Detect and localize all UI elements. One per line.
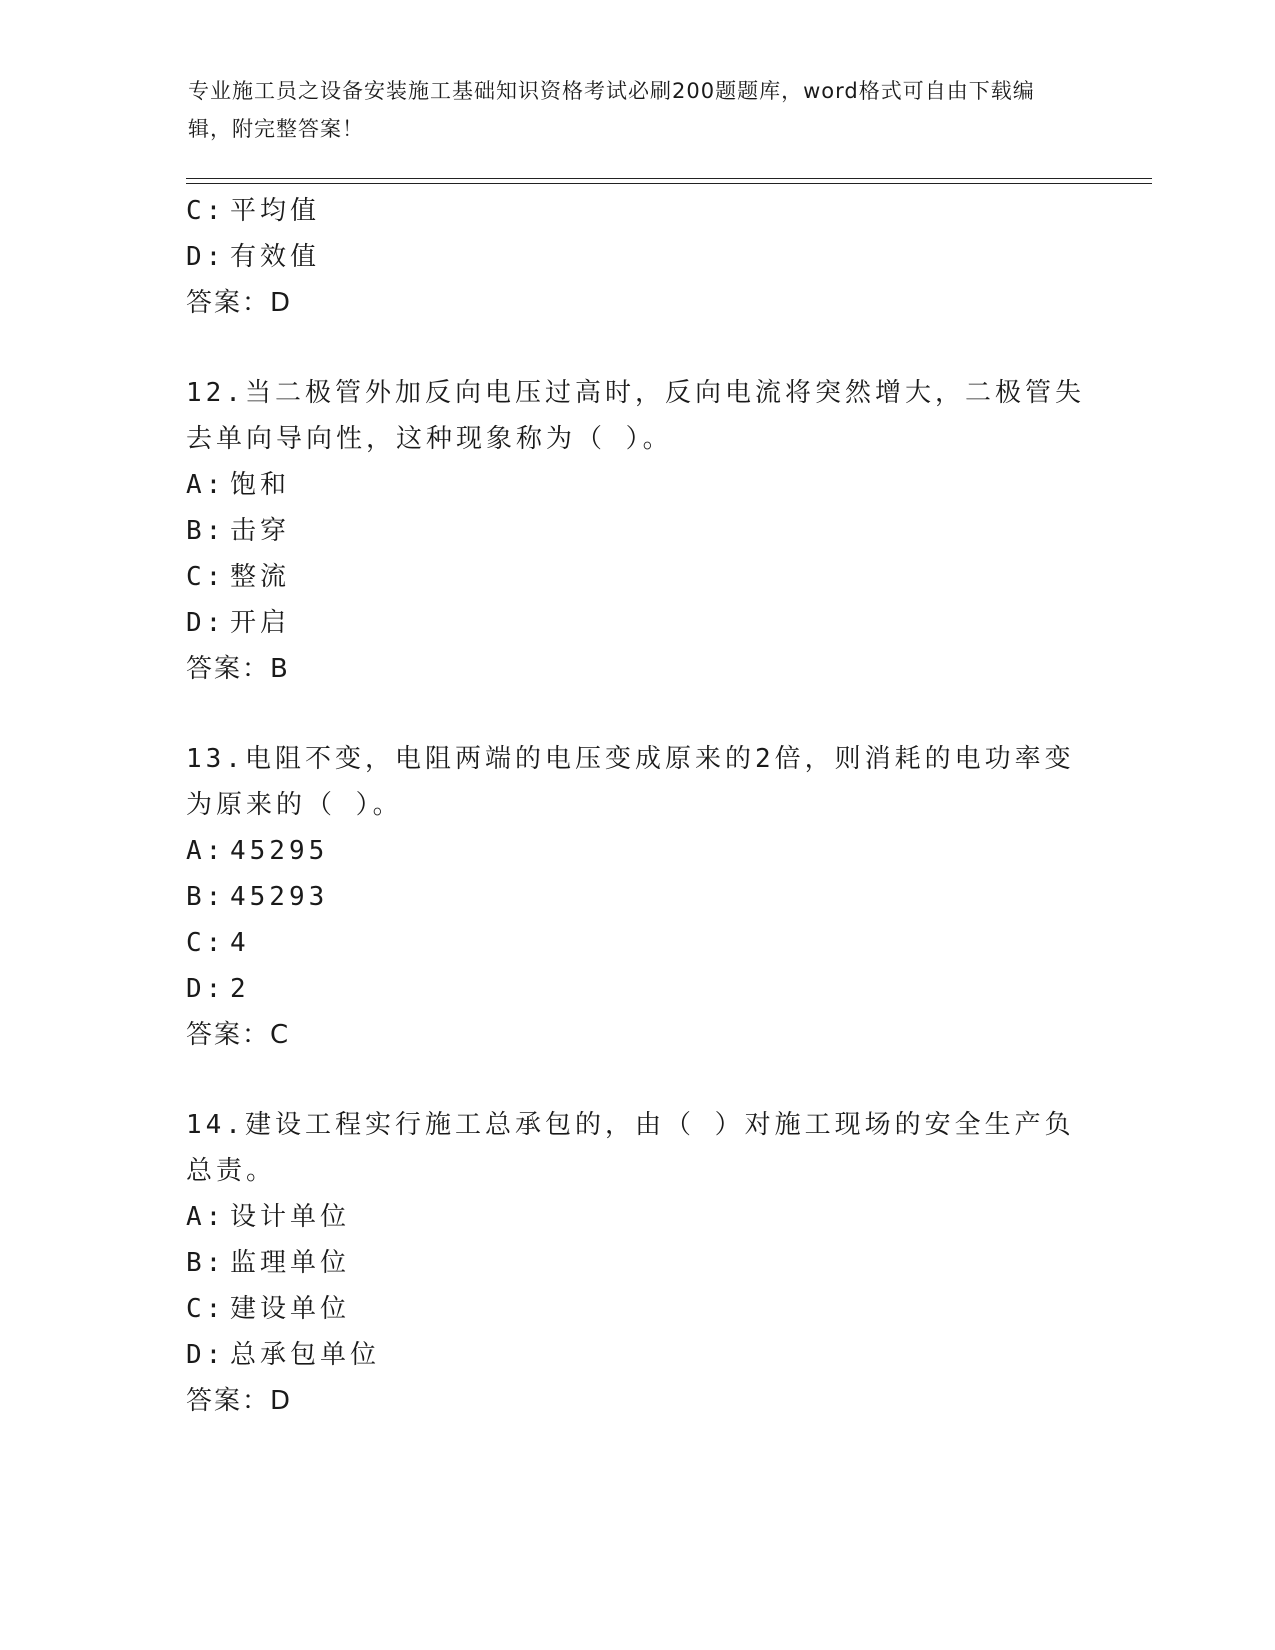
option-text: 4 bbox=[230, 928, 250, 958]
option-text: 击穿 bbox=[230, 516, 291, 546]
option-label: D: bbox=[186, 242, 226, 272]
document-body bbox=[186, 188, 1086, 1424]
option-text: 设计单位 bbox=[230, 1202, 351, 1232]
option-label: C: bbox=[186, 928, 226, 958]
option-text: 监理单位 bbox=[230, 1248, 351, 1278]
option-label: C: bbox=[186, 196, 226, 226]
option-label: D: bbox=[186, 974, 226, 1004]
option-line bbox=[186, 1332, 1086, 1378]
option-label: A: bbox=[186, 836, 226, 866]
option-text: 45293 bbox=[230, 882, 329, 912]
answer-line: 答案：C bbox=[186, 1020, 291, 1050]
document-header: 专业施工员之设备安装施工基础知识资格考试必刷200题题库，word格式可自由下载编辑，附完整答案！ bbox=[188, 79, 1035, 141]
option-line bbox=[186, 188, 1086, 234]
question-stem: 12.当二极管外加反向电压过高时，反向电流将突然增大，二极管失去单向导向性，这种现象称为（ ）。 bbox=[186, 378, 1085, 454]
option-text: 总承包单位 bbox=[230, 1340, 381, 1370]
option-label: C: bbox=[186, 1294, 226, 1324]
option-text: 建设单位 bbox=[230, 1294, 351, 1324]
carry-over-block bbox=[186, 188, 1086, 326]
option-text: 45295 bbox=[230, 836, 329, 866]
spacer bbox=[186, 1058, 1086, 1102]
option-line bbox=[186, 966, 1086, 1012]
option-label: C: bbox=[186, 562, 226, 592]
option-line bbox=[186, 234, 1086, 280]
question-stem: 13.电阻不变，电阻两端的电压变成原来的2倍，则消耗的电功率变为原来的（ ）。 bbox=[186, 744, 1075, 820]
question-block bbox=[186, 1102, 1086, 1424]
question-block bbox=[186, 370, 1086, 692]
option-text: 整流 bbox=[230, 562, 291, 592]
question-stem: 14.建设工程实行施工总承包的，由（ ）对施工现场的安全生产负总责。 bbox=[186, 1110, 1075, 1186]
option-line bbox=[186, 920, 1086, 966]
option-label: B: bbox=[186, 516, 226, 546]
option-label: D: bbox=[186, 608, 226, 638]
option-line bbox=[186, 600, 1086, 646]
question-block bbox=[186, 736, 1086, 1058]
answer-line: 答案：D bbox=[186, 288, 293, 318]
answer-line: 答案：B bbox=[186, 654, 290, 684]
option-line bbox=[186, 462, 1086, 508]
option-line bbox=[186, 1240, 1086, 1286]
option-label: B: bbox=[186, 1248, 226, 1278]
spacer bbox=[186, 692, 1086, 736]
option-line bbox=[186, 828, 1086, 874]
option-text: 开启 bbox=[230, 608, 291, 638]
option-label: A: bbox=[186, 1202, 226, 1232]
option-line bbox=[186, 554, 1086, 600]
option-text: 2 bbox=[230, 974, 250, 1004]
header-rule-bottom bbox=[186, 183, 1152, 184]
option-line bbox=[186, 1286, 1086, 1332]
option-label: A: bbox=[186, 470, 226, 500]
option-text: 饱和 bbox=[230, 470, 291, 500]
option-label: B: bbox=[186, 882, 226, 912]
spacer bbox=[186, 326, 1086, 370]
option-line bbox=[186, 508, 1086, 554]
option-line bbox=[186, 1194, 1086, 1240]
answer-line: 答案：D bbox=[186, 1386, 293, 1416]
header-rule-top bbox=[186, 178, 1152, 179]
option-label: D: bbox=[186, 1340, 226, 1370]
option-line bbox=[186, 874, 1086, 920]
option-text: 有效值 bbox=[230, 242, 321, 272]
option-text: 平均值 bbox=[230, 196, 321, 226]
